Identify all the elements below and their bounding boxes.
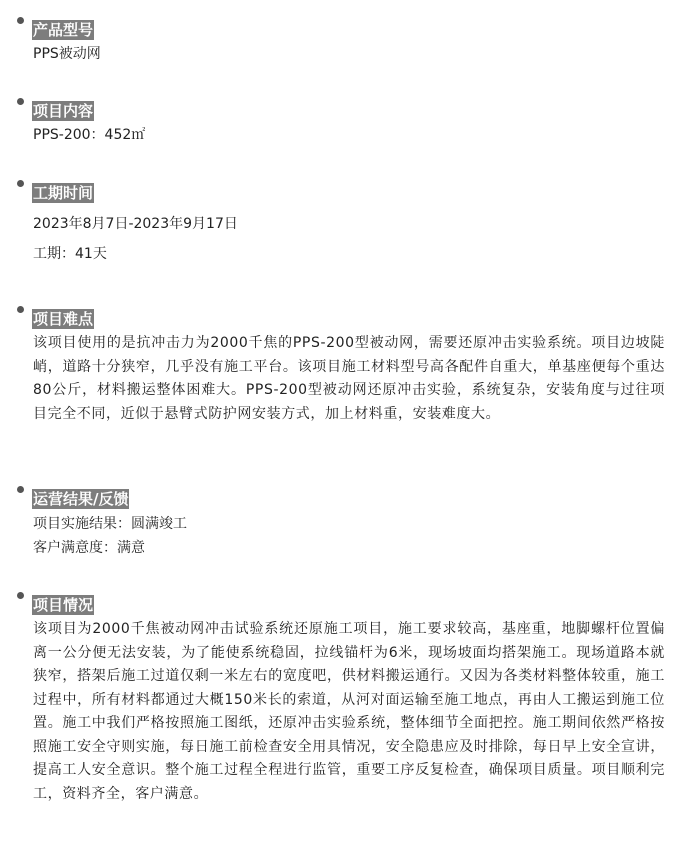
section-schedule [0, 180, 682, 272]
bullet-icon [17, 98, 24, 105]
section-product-model [0, 17, 682, 66]
section-project-content [0, 98, 682, 147]
section-body [33, 512, 663, 560]
body-line: PPS-200：452㎡ [33, 127, 146, 143]
section-project-difficulties [0, 306, 682, 426]
body-line: 工期：41天 [33, 246, 107, 262]
section-paragraph: 该项目使用的是抗冲击力为2000千焦的PPS-200型被动网，需要还原冲击实验系统。项目边坡陡峭，道路十分狭窄，几乎没有施工平台。该项目施工材料型号高各配件自重大，单基座便每个重达80公斤，材料搬运整体困难大。PPS-200型被动网还原冲击实验，系统复杂，安装角度与过往项目完全不同，近似于悬臂式防护网安装方式，加上材料重，安装难度大。 [33, 335, 665, 422]
section-body [33, 123, 663, 147]
section-heading: 运营结果/反馈 [33, 490, 129, 508]
section-body [33, 212, 663, 266]
section-heading: 项目内容 [33, 102, 94, 120]
bullet-icon [17, 592, 24, 599]
body-line: 2023年8月7日-2023年9月17日 [33, 216, 238, 232]
section-heading: 项目难点 [33, 310, 94, 328]
bullet-icon [17, 180, 24, 187]
bullet-icon [17, 486, 24, 493]
body-line: PPS被动网 [33, 46, 101, 62]
section-heading-row [0, 592, 682, 614]
section-heading-row [0, 180, 682, 202]
section-body [33, 42, 663, 66]
section-project-situation [0, 592, 682, 806]
section-heading: 项目情况 [33, 596, 94, 614]
section-heading-row [0, 306, 682, 328]
section-heading: 产品型号 [33, 21, 94, 39]
section-heading: 工期时间 [33, 184, 94, 202]
body-line: 客户满意度：满意 [33, 540, 145, 556]
section-heading-row [0, 17, 682, 39]
bullet-icon [17, 306, 24, 313]
section-operation-results [0, 486, 682, 560]
section-paragraph: 该项目为2000千焦被动网冲击试验系统还原施工项目，施工要求较高，基座重，地脚螺杆位置偏离一公分便无法安装，为了能使系统稳固，拉线锚杆为6米，现场坡面均搭架施工。现场道路本就狭窄，搭架后施工过道仅剩一米左右的宽度吧，供材料搬运通行。又因为各类材料整体较重，施工过程中，所有材料都通过大概150米长的索道，从河对面运输至施工地点，再由人工搬运到施工位置。施工中我们严格按照施工图纸，还原冲击实验系统，整体细节全面把控。施工期间依然严格按照施工安全守则实施，每日施工前检查安全用具情况，安全隐患应及时排除，每日早上安全宣讲，提高工人安全意识。整个施工过程全程进行监管，重要工序反复检查，确保项目质量。项目顺利完工，资料齐全，客户满意。 [33, 621, 665, 802]
section-heading-row [0, 486, 682, 508]
bullet-icon [17, 17, 24, 24]
section-heading-row [0, 98, 682, 120]
body-line: 项目实施结果：圆满竣工 [33, 516, 187, 532]
